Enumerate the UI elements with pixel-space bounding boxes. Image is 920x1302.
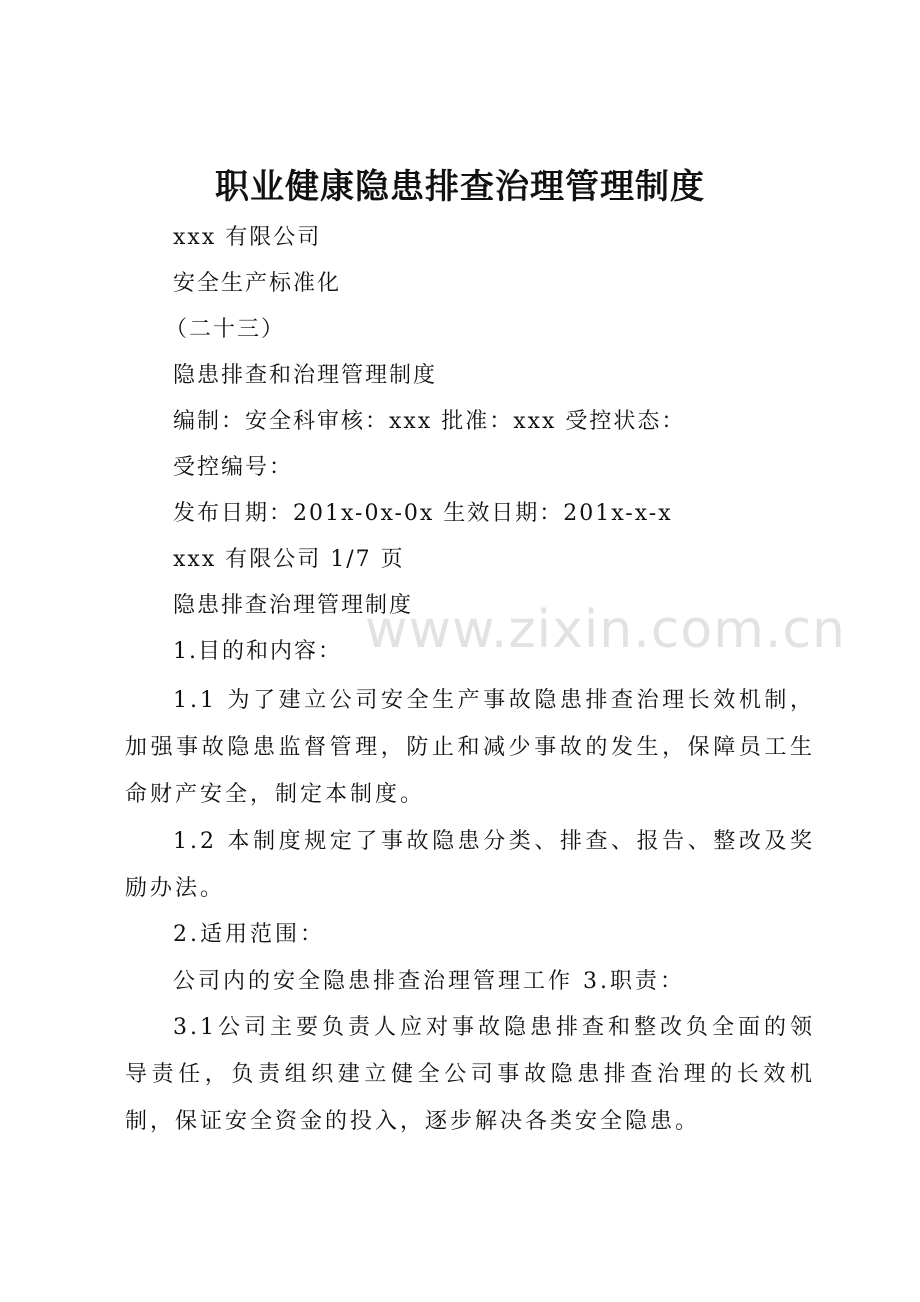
watermark-text: www.zixin.com.cn (365, 600, 846, 660)
paragraph-1-1: 1.1 为了建立公司安全生产事故隐患排查治理长效机制，加强事故隐患监督管理，防止和减少事故的发生，保障员工生命财产安全，制定本制度。 (125, 688, 815, 807)
purpose-heading: 1.目的和内容： (173, 639, 342, 664)
subtitle-line: 隐患排查和治理管理制度 (173, 363, 438, 388)
section-number-line: （二十三） (165, 317, 286, 342)
document-title: 职业健康隐患排查治理管理制度 (215, 167, 705, 207)
control-number-line: 受控编号： (173, 455, 294, 480)
section-title-line: 隐患排查治理管理制度 (173, 593, 414, 618)
date-line: 发布日期：201x-0x-0x 生效日期：201x-x-x (173, 501, 673, 526)
scope-heading: 2.适用范围： (173, 922, 325, 947)
paragraph-3-1: 3.1公司主要负责人应对事故隐患排查和整改负全面的领导责任，负责组织建立健全公司事故隐患排查治理的长效机制，保证安全资金的投入，逐步解决各类安全隐患。 (125, 1015, 815, 1134)
company-name-line: xxx 有限公司 (173, 225, 322, 250)
page-number-line: xxx 有限公司 1/7 页 (173, 547, 405, 572)
approval-line: 编制：安全科审核：xxx 批准：xxx 受控状态： (173, 409, 686, 434)
paragraph-1-2: 1.2 本制度规定了事故隐患分类、排查、报告、整改及奖励办法。 (125, 829, 815, 901)
standardization-line: 安全生产标准化 (173, 271, 342, 296)
scope-text: 公司内的安全隐患排查治理管理工作 3.职责： (173, 969, 685, 994)
